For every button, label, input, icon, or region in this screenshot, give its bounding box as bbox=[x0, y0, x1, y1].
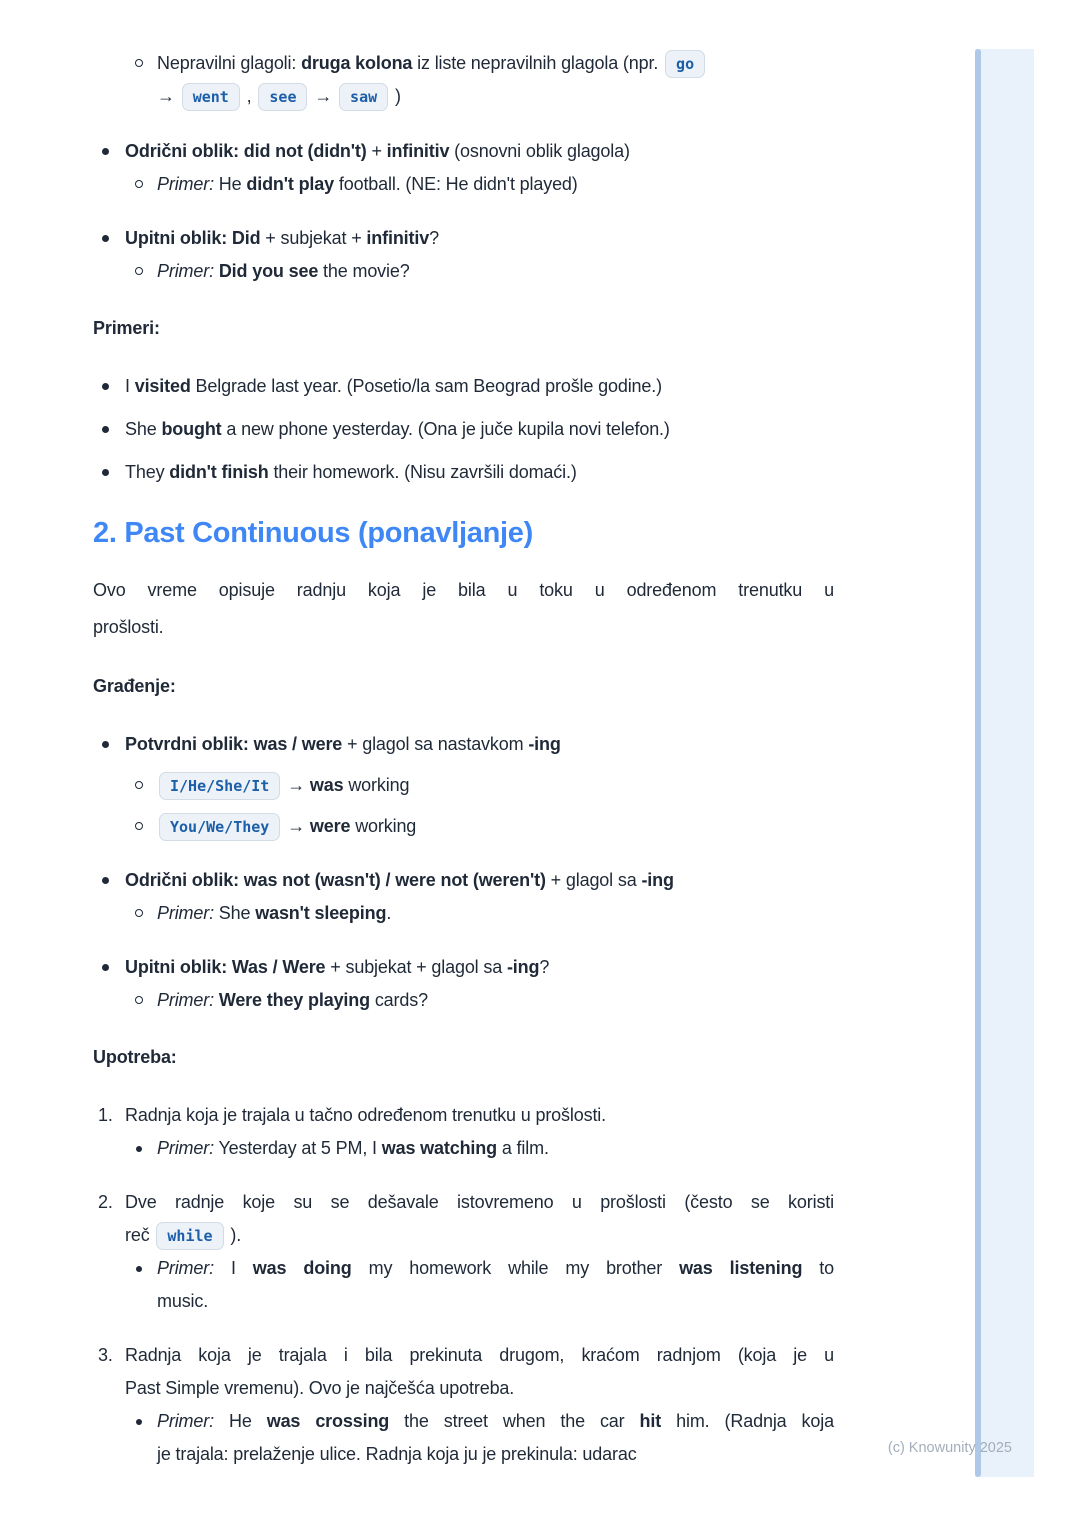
usage-list bbox=[93, 1099, 834, 1471]
text-line: She bought a new phone yesterday. (Ona je juče kupila novi telefon.) bbox=[125, 419, 670, 439]
text-line: They didn't finish their homework. (Nisu završili domaći.) bbox=[125, 462, 577, 482]
example-item bbox=[93, 370, 834, 403]
text-line: Odrični oblik: was not (wasn't) / were not (weren't) + glagol sa -ing bbox=[125, 870, 674, 890]
usage-item bbox=[93, 1339, 834, 1471]
intro-paragraph bbox=[93, 572, 834, 646]
primer-item bbox=[125, 984, 834, 1017]
section-label-gradjenje: Građenje: bbox=[93, 676, 176, 696]
text-line: Primer: Were they playing cards? bbox=[157, 990, 428, 1010]
examples-list bbox=[93, 370, 834, 489]
usage-item bbox=[93, 1186, 834, 1318]
scrollbar-track bbox=[975, 49, 1034, 1477]
primer-item bbox=[125, 1405, 834, 1471]
text-line: Primer: I was doing my homework while my brother was listening to bbox=[157, 1258, 835, 1278]
sub-list bbox=[125, 1132, 834, 1165]
primer-item bbox=[125, 1252, 834, 1318]
text-line: I/He/She/It → was working bbox=[157, 769, 834, 802]
section-label-upotreba: Upotreba: bbox=[93, 1047, 177, 1067]
text-line: Primer: Did you see the movie? bbox=[157, 261, 410, 281]
text-line: Ovo vreme opisuje radnju koja je bila u toku u određenom trenutku u bbox=[93, 580, 834, 600]
sub-list bbox=[125, 769, 834, 843]
text-line: Upitni oblik: Was / Were + subjekat + glagol sa -ing? bbox=[125, 957, 550, 977]
code-badge: I/He/She/It bbox=[159, 772, 280, 800]
form-row bbox=[125, 810, 834, 843]
text-line: Primer: He didn't play football. (NE: He didn't played) bbox=[157, 174, 578, 194]
text-line: Dve radnje koje su se dešavale istovremeno u prošlosti (često se koristi bbox=[125, 1192, 834, 1212]
sub-list bbox=[125, 1252, 834, 1318]
list-item-affirmative-form bbox=[93, 728, 834, 843]
sub-list bbox=[125, 255, 834, 288]
list-item-question-form bbox=[93, 951, 834, 1017]
usage-item bbox=[93, 1099, 834, 1165]
text-line: Nepravilni glagoli: druga kolona iz liste nepravilnih glagola (npr. go bbox=[157, 47, 834, 80]
text-line: Primer: She wasn't sleeping. bbox=[157, 903, 392, 923]
past-simple-forms-list bbox=[93, 135, 834, 288]
irregular-verbs-fragment bbox=[93, 47, 834, 113]
text-line: reč while ). bbox=[125, 1219, 834, 1252]
scrollbar-thumb[interactable] bbox=[975, 49, 981, 1477]
watermark: (c) Knowunity 2025 bbox=[887, 1440, 1012, 1456]
text-line: music. bbox=[157, 1291, 209, 1311]
list-item-irregular-verbs bbox=[93, 47, 834, 113]
text-line: Odrični oblik: did not (didn't) + infinitiv (osnovni oblik glagola) bbox=[125, 141, 630, 161]
text-line: Past Simple vremenu). Ovo je najčešća upotreba. bbox=[125, 1378, 515, 1398]
code-badge: see bbox=[258, 83, 307, 111]
text-line: Primer: Yesterday at 5 PM, I was watching a film. bbox=[157, 1138, 549, 1158]
text-line: Upitni oblik: Did + subjekat + infinitiv? bbox=[125, 228, 439, 248]
text-line: Potvrdni oblik: was / were + glagol sa nastavkom -ing bbox=[125, 734, 561, 754]
code-badge: went bbox=[182, 83, 240, 111]
sub-list bbox=[125, 168, 834, 201]
code-badge: saw bbox=[339, 83, 388, 111]
text-line: prošlosti. bbox=[93, 617, 164, 637]
content-column bbox=[93, 0, 834, 1492]
text-line: → went , see → saw ) bbox=[157, 80, 834, 113]
text-line: Radnja koja je trajala i bila prekinuta drugom, kraćom radnjom (koja je u bbox=[125, 1345, 834, 1365]
primer-item bbox=[125, 168, 834, 201]
code-badge: You/We/They bbox=[159, 813, 280, 841]
list-item-negative-form bbox=[93, 135, 834, 201]
text-line: Primer: He was crossing the street when the car hit him. (Radnja koja bbox=[157, 1411, 834, 1431]
example-item bbox=[93, 413, 834, 446]
section-label-primeri: Primeri: bbox=[93, 318, 160, 338]
text-line: I visited Belgrade last year. (Posetio/la sam Beograd prošle godine.) bbox=[125, 376, 662, 396]
primer-item bbox=[125, 1132, 834, 1165]
list-item-negative-form bbox=[93, 864, 834, 930]
text-line: You/We/They → were working bbox=[157, 810, 834, 843]
past-continuous-forms-list bbox=[93, 728, 834, 1017]
sub-list bbox=[125, 897, 834, 930]
code-badge: while bbox=[156, 1222, 223, 1250]
example-item bbox=[93, 456, 834, 489]
text-line: Radnja koja je trajala u tačno određenom trenutku u prošlosti. bbox=[125, 1105, 606, 1125]
sub-list bbox=[125, 984, 834, 1017]
primer-item bbox=[125, 897, 834, 930]
list-item-question-form bbox=[93, 222, 834, 288]
form-row bbox=[125, 769, 834, 802]
sub-list bbox=[125, 1405, 834, 1471]
code-badge: go bbox=[665, 50, 705, 78]
primer-item bbox=[125, 255, 834, 288]
heading-past-continuous: 2. Past Continuous (ponavljanje) bbox=[93, 517, 533, 549]
text-line: je trajala: prelaženje ulice. Radnja koja ju je prekinula: udarac bbox=[157, 1444, 637, 1464]
